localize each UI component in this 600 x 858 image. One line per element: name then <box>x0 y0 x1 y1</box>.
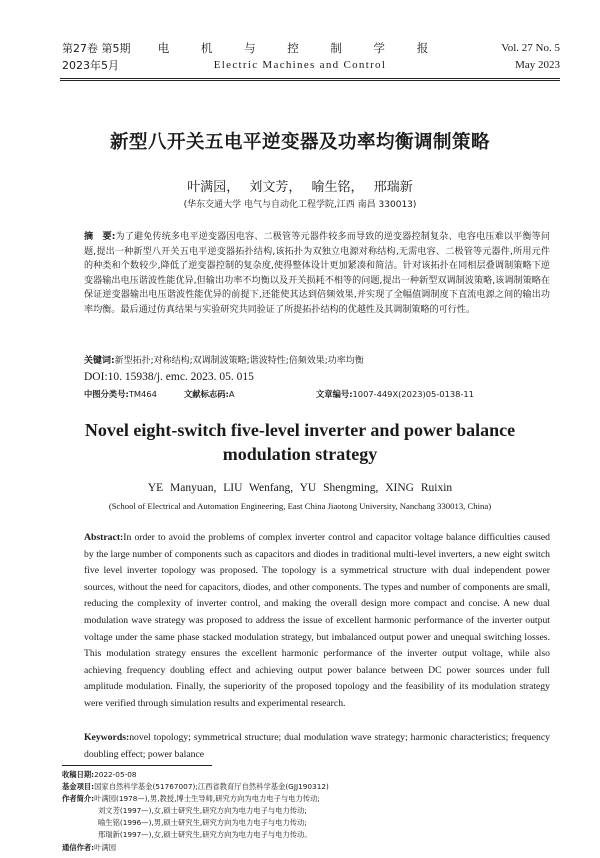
volume-issue-en: Vol. 27 No. 5 <box>501 42 560 54</box>
authors-cn: 叶满园， 刘文芳， 喻生铭， 邢瑞新 <box>187 180 413 195</box>
footnote-correspondence <box>62 843 116 853</box>
footnote-bio-3: 喻生铭(1996—),男,硕士研究生,研究方向为电力电子与电力传动; <box>98 818 307 827</box>
abstract-en-label: Abstract: <box>84 532 124 543</box>
date-cn: 2023年5月 <box>62 59 119 72</box>
header-rule <box>60 78 560 79</box>
affiliation-cn: (华东交通大学 电气与自动化工程学院,江西 南昌 330013) <box>183 200 417 210</box>
article-number <box>316 388 474 400</box>
class-number <box>84 388 157 400</box>
article-number-value: 1007-449X(2023)05-0138-11 <box>352 389 474 399</box>
keywords-cn-text: 新型拓扑;对称结构;双调制波策略;谐波特性;倍频效果;功率均衡 <box>114 356 364 366</box>
document-code-value: A <box>228 389 235 399</box>
bio-text-1: 叶满园(1978—),男,教授,博士生导师,研究方向为电力电子与电力传动; <box>94 794 320 803</box>
date-en: May 2023 <box>515 59 560 71</box>
correspondence-name: 叶满园 <box>94 843 116 852</box>
class-number-value: TM464 <box>128 389 157 399</box>
volume-issue-cn: 第27卷 第5期 <box>62 42 131 55</box>
fund-text: 国家自然科学基金(51767007);江西省教育厅自然科学基金(GJJ190312) <box>94 782 329 791</box>
footnote-fund <box>62 782 329 792</box>
keywords-cn <box>84 354 550 368</box>
title-en <box>0 418 600 466</box>
footnote-bio-1 <box>62 794 320 804</box>
article-number-label: 文章编号: <box>316 389 353 399</box>
keywords-en-text: novel topology; symmetrical structure; dual modulation wave strategy; harmonic characteristics; frequency doubling effect; power balance <box>84 732 550 760</box>
received-label: 收稿日期: <box>62 770 95 779</box>
header-rule-double <box>60 80 560 81</box>
authors-en: YE Manyuan, LIU Wenfang, YU Shengming, XING Ruixin <box>147 482 453 494</box>
document-code-label: 文献标志码: <box>184 389 229 399</box>
keywords-cn-label: 关键词: <box>84 356 115 366</box>
fund-label: 基金项目: <box>62 782 95 791</box>
abstract-cn <box>84 230 550 318</box>
abstract-cn-text: 为了避免传统多电平逆变器因电容、二极管等元器件较多而导致的逆变器控制复杂、电容电压难以平衡等问题,提出一种新型八开关五电平逆变器拓扑结构,该拓扑为双独立电源对称结构,无需电容、二极管等元器件,所用元件的种类和个数较少,降低了逆变器控制的复杂度,使得整体设计更加紧凑和简洁。针对该拓扑在同相层叠调制策略下逆变器输出电压谐波性能优异,但输出功率不均衡以及开关损耗不相等的问题,提出一种新型双调制波策略,该调制策略在保证逆变器输出电压谐波性能优异的前提下,还能使其达到倍频效果,并实现了全幅值调制度下直流电源之间的输出功率均衡。最后通过仿真结果与实验研究共同验证了所提拓扑结构的优越性及其调制策略的可行性。 <box>84 232 550 315</box>
footnote-bio-4: 邢瑞新(1997—),女,硕士研究生,研究方向为电力电子与电力传动。 <box>98 830 312 839</box>
footnote-bio-2: 刘文芳(1997—),女,硕士研究生,研究方向为电力电子与电力传动; <box>98 806 307 815</box>
footnote-received <box>62 770 137 780</box>
document-code <box>184 388 235 400</box>
journal-name-en: Electric Machines and Control <box>213 59 387 71</box>
received-date: 2022-05-08 <box>94 770 137 779</box>
header-right <box>501 40 560 74</box>
keywords-en-label: Keywords: <box>84 732 130 743</box>
journal-name-cn: 电 机 与 控 制 学 报 <box>157 41 443 55</box>
title-cn: 新型八开关五电平逆变器及功率均衡调制策略 <box>109 132 490 153</box>
title-en-line2: modulation strategy <box>222 444 378 464</box>
abstract-cn-label: 摘 要: <box>84 232 116 242</box>
abstract-en-text: In order to avoid the problems of complex inverter control and capacitor voltage balance difficulties caused by the large number of components such as capacitors and diodes in traditional multi-level inverters, a new eight switch five level inverter topology was proposed. The topology is a symmetrical structure with dual independent power sources, without the need for capacitors, diodes, and other components. The types and number of components are small, reducing the complexity of inverter control, and making the overall design more compact and concise. A new dual modulation wave strategy was proposed to address the issue of excellent harmonic performance of the inverter output voltage under the same phase stacked modulation strategy, but imbalanced output power and unequal switching losses. This modulation strategy ensures the excellent harmonic performance of the inverter output voltage, while also achieving frequency doubling effect and achieving output power balance between DC power sources under full amplitude modulation. Finally, the superiority of the proposed topology and the feasibility of its modulation strategy were verified through simulation results and experimental research. <box>84 532 550 709</box>
doi: DOI:10. 15938/j. emc. 2023. 05. 015 <box>84 371 254 383</box>
bio-label: 作者简介: <box>62 794 95 803</box>
abstract-en <box>84 530 550 713</box>
footnote-rule <box>62 765 212 766</box>
title-en-line1: Novel eight-switch five-level inverter and power balance <box>84 420 516 440</box>
class-number-label: 中图分类号: <box>84 389 129 399</box>
keywords-en <box>84 730 550 763</box>
affiliation-en: (School of Electrical and Automation Engineering, East China Jiaotong University, Nanchang 330013, China) <box>108 501 492 511</box>
correspondence-label: 通信作者: <box>62 843 95 852</box>
